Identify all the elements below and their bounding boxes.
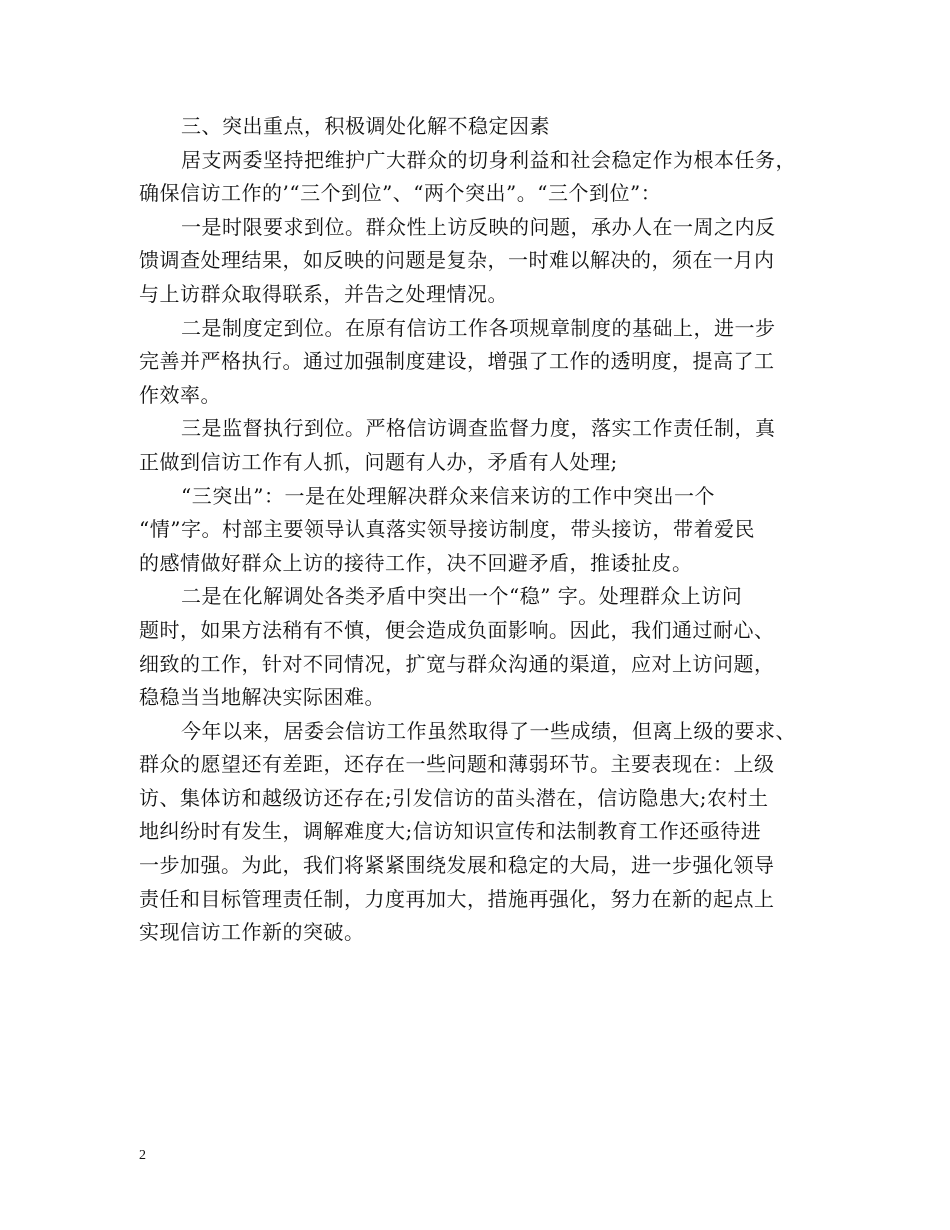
text-line: “情”字。村部主要领导认真落实领导接访制度，带头接访，带着爱民 [139,517,755,542]
text-line: 二是在化解调处各类矛盾中突出一个“稳” 字。处理群众上访问 [181,584,743,609]
text-line: 稳稳当当地解决实际困难。 [139,685,385,710]
text-line: 正做到信访工作有人抓，问题有人办，矛盾有人处理; [139,449,618,474]
text-line: 地纠纷时有发生，调解难度大;信访知识宣传和法制教育工作还亟待进 [139,819,762,844]
text-line: 确保信访工作的’“三个到位”、“两个突出”。“三个到位”： [139,181,662,206]
text-line: “三突出”：一是在处理解决群众来信来访的工作中突出一个 [181,483,715,508]
text-line: 实现信访工作新的突破。 [139,920,365,945]
text-line: 馈调查处理结果，如反映的问题是复杂，一时难以解决的，须在一月内 [139,248,775,273]
text-line: 三是监督执行到位。严格信访调查监督力度，落实工作责任制，真 [181,416,776,441]
text-line: 三、突出重点，积极调处化解不稳定因素 [181,114,550,138]
text-line: 与上访群众取得联系，并告之处理情况。 [139,281,508,306]
text-line: 二是制度定到位。在原有信访工作各项规章制度的基础上，进一步 [181,315,776,340]
text-line: 一步加强。为此，我们将紧紧围绕发展和稳定的大局，进一步强化领导 [139,853,775,878]
text-line: 居支两委坚持把维护广大群众的切身利益和社会稳定作为根本任务， [181,147,796,172]
text-line: 作效率。 [139,382,221,407]
document-body [139,110,819,950]
text-line: 题时，如果方法稍有不慎，便会造成负面影响。因此，我们通过耐心、 [139,617,775,642]
text-line: 今年以来，居委会信访工作虽然取得了一些成绩，但离上级的要求、 [181,718,796,743]
text-line: 细致的工作，针对不同情况，扩宽与群众沟通的渠道，应对上访问题， [139,651,775,676]
text-line: 责任和目标管理责任制，力度再加大，措施再强化，努力在新的起点上 [139,886,775,911]
text-line: 的感情做好群众上访的接待工作，决不回避矛盾，推诿扯皮。 [139,550,693,575]
text-line: 一是时限要求到位。群众性上访反映的问题，承办人在一周之内反 [181,214,776,239]
text-line: 访、集体访和越级访还存在;引发信访的苗头潜在，信访隐患大;农村土 [139,785,769,810]
text-line: 群众的愿望还有差距，还存在一些问题和薄弱环节。主要表现在：上级 [139,752,775,777]
page-number: 2 [139,1148,146,1163]
text-line: 完善并严格执行。通过加强制度建设，增强了工作的透明度，提高了工 [139,349,775,374]
